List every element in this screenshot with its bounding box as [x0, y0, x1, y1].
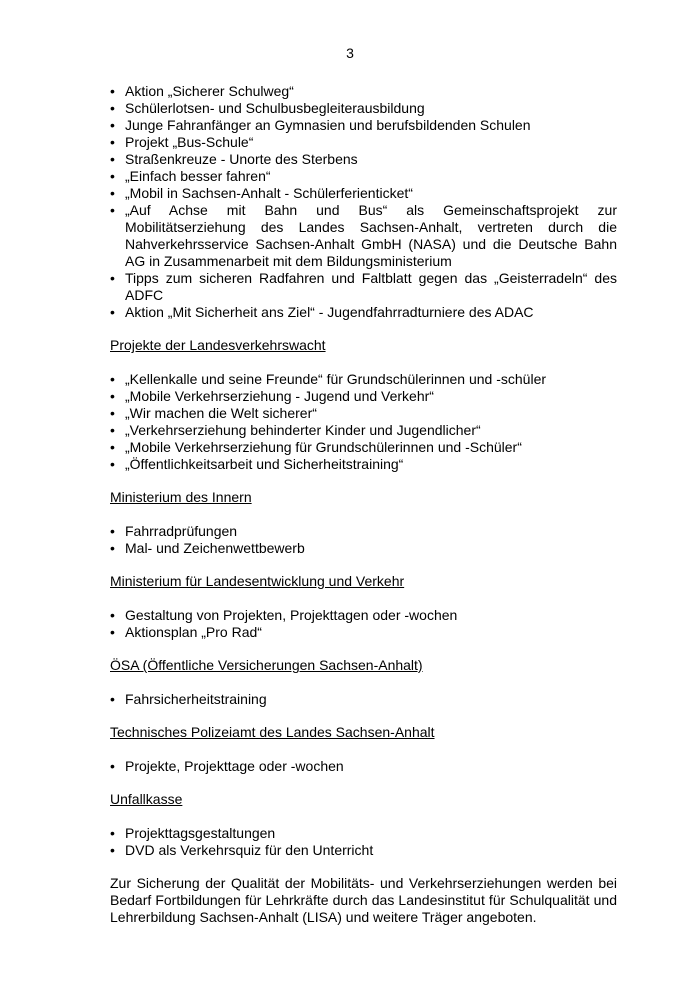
list-item: • Fahrradprüfungen: [110, 523, 617, 540]
list-item: • Projekte, Projekttage oder -wochen: [110, 758, 617, 775]
closing-paragraph: Zur Sicherung der Qualität der Mobilitäts- und Verkehrserziehungen werden bei Bedarf Fortbildungen für Lehrkräfte durch das Landesinstitut für Schulqualität und Lehrerbildung Sachsen-Anhalt (LISA) und weitere Träger angeboten.: [110, 875, 617, 925]
list-item: • „Einfach besser fahren“: [110, 168, 617, 185]
unfallkasse-list: [110, 825, 617, 859]
list-item: • Tipps zum sicheren Radfahren und Faltblatt gegen das „Geisterradeln“ des ADFC: [110, 270, 617, 304]
list-item: • Projekttagsgestaltungen: [110, 825, 617, 842]
oesa-list: [110, 691, 617, 708]
section-heading-polizeiamt: Technisches Polizeiamt des Landes Sachsen-Anhalt: [110, 724, 435, 740]
list-item: • „Mobile Verkehrserziehung - Jugend und Verkehr“: [110, 388, 617, 405]
document-body: [110, 83, 617, 926]
list-item: • „Mobile Verkehrserziehung für Grundschülerinnen und -Schüler“: [110, 439, 617, 456]
polizeiamt-list: [110, 758, 617, 775]
list-item: • Straßenkreuze - Unorte des Sterbens: [110, 151, 617, 168]
list-item: • „Öffentlichkeitsarbeit und Sicherheitstraining“: [110, 456, 617, 473]
landesentwicklung-list: [110, 607, 617, 641]
section-heading-unfallkasse: Unfallkasse: [110, 791, 183, 807]
list-item: • Aktion „Mit Sicherheit ans Ziel“ - Jugendfahrradturniere des ADAC: [110, 304, 617, 321]
section-heading-landesverkehrswacht: Projekte der Landesverkehrswacht: [110, 337, 326, 353]
list-item: • Junge Fahranfänger an Gymnasien und berufsbildenden Schulen: [110, 117, 617, 134]
list-item: • Fahrsicherheitstraining: [110, 691, 617, 708]
list-item: • Aktion „Sicherer Schulweg“: [110, 83, 617, 100]
list-item: • „Mobil in Sachsen-Anhalt - Schülerferienticket“: [110, 185, 617, 202]
list-item: • Schülerlotsen- und Schulbusbegleiterausbildung: [110, 100, 617, 117]
list-item: • DVD als Verkehrsquiz für den Unterricht: [110, 842, 617, 859]
landesverkehrswacht-list: [110, 371, 617, 473]
list-item: • Projekt „Bus-Schule“: [110, 134, 617, 151]
section-heading-ministerium-innern: Ministerium des Innern: [110, 489, 252, 505]
ministerium-innern-list: [110, 523, 617, 557]
list-item: • Aktionsplan „Pro Rad“: [110, 624, 617, 641]
page-number: 3: [346, 45, 354, 61]
list-item: • „Auf Achse mit Bahn und Bus“ als Gemeinschaftsprojekt zur Mobilitätserziehung des Landes Sachsen-Anhalt, vertreten durch die Nahverkehrsservice Sachsen-Anhalt GmbH (NASA) und die Deutsche Bahn AG in Zusammenarbeit mit dem Bildungsministerium: [110, 202, 617, 270]
list-item: • „Wir machen die Welt sicherer“: [110, 405, 617, 422]
list-item: • Mal- und Zeichenwettbewerb: [110, 540, 617, 557]
section-heading-oesa: ÖSA (Öffentliche Versicherungen Sachsen-Anhalt): [110, 657, 423, 673]
list-item: • Gestaltung von Projekten, Projekttagen oder -wochen: [110, 607, 617, 624]
intro-list: [110, 83, 617, 321]
list-item: • „Verkehrserziehung behinderter Kinder und Jugendlicher“: [110, 422, 617, 439]
section-heading-landesentwicklung: Ministerium für Landesentwicklung und Verkehr: [110, 573, 405, 589]
list-item: • „Kellenkalle und seine Freunde“ für Grundschülerinnen und -schüler: [110, 371, 617, 388]
